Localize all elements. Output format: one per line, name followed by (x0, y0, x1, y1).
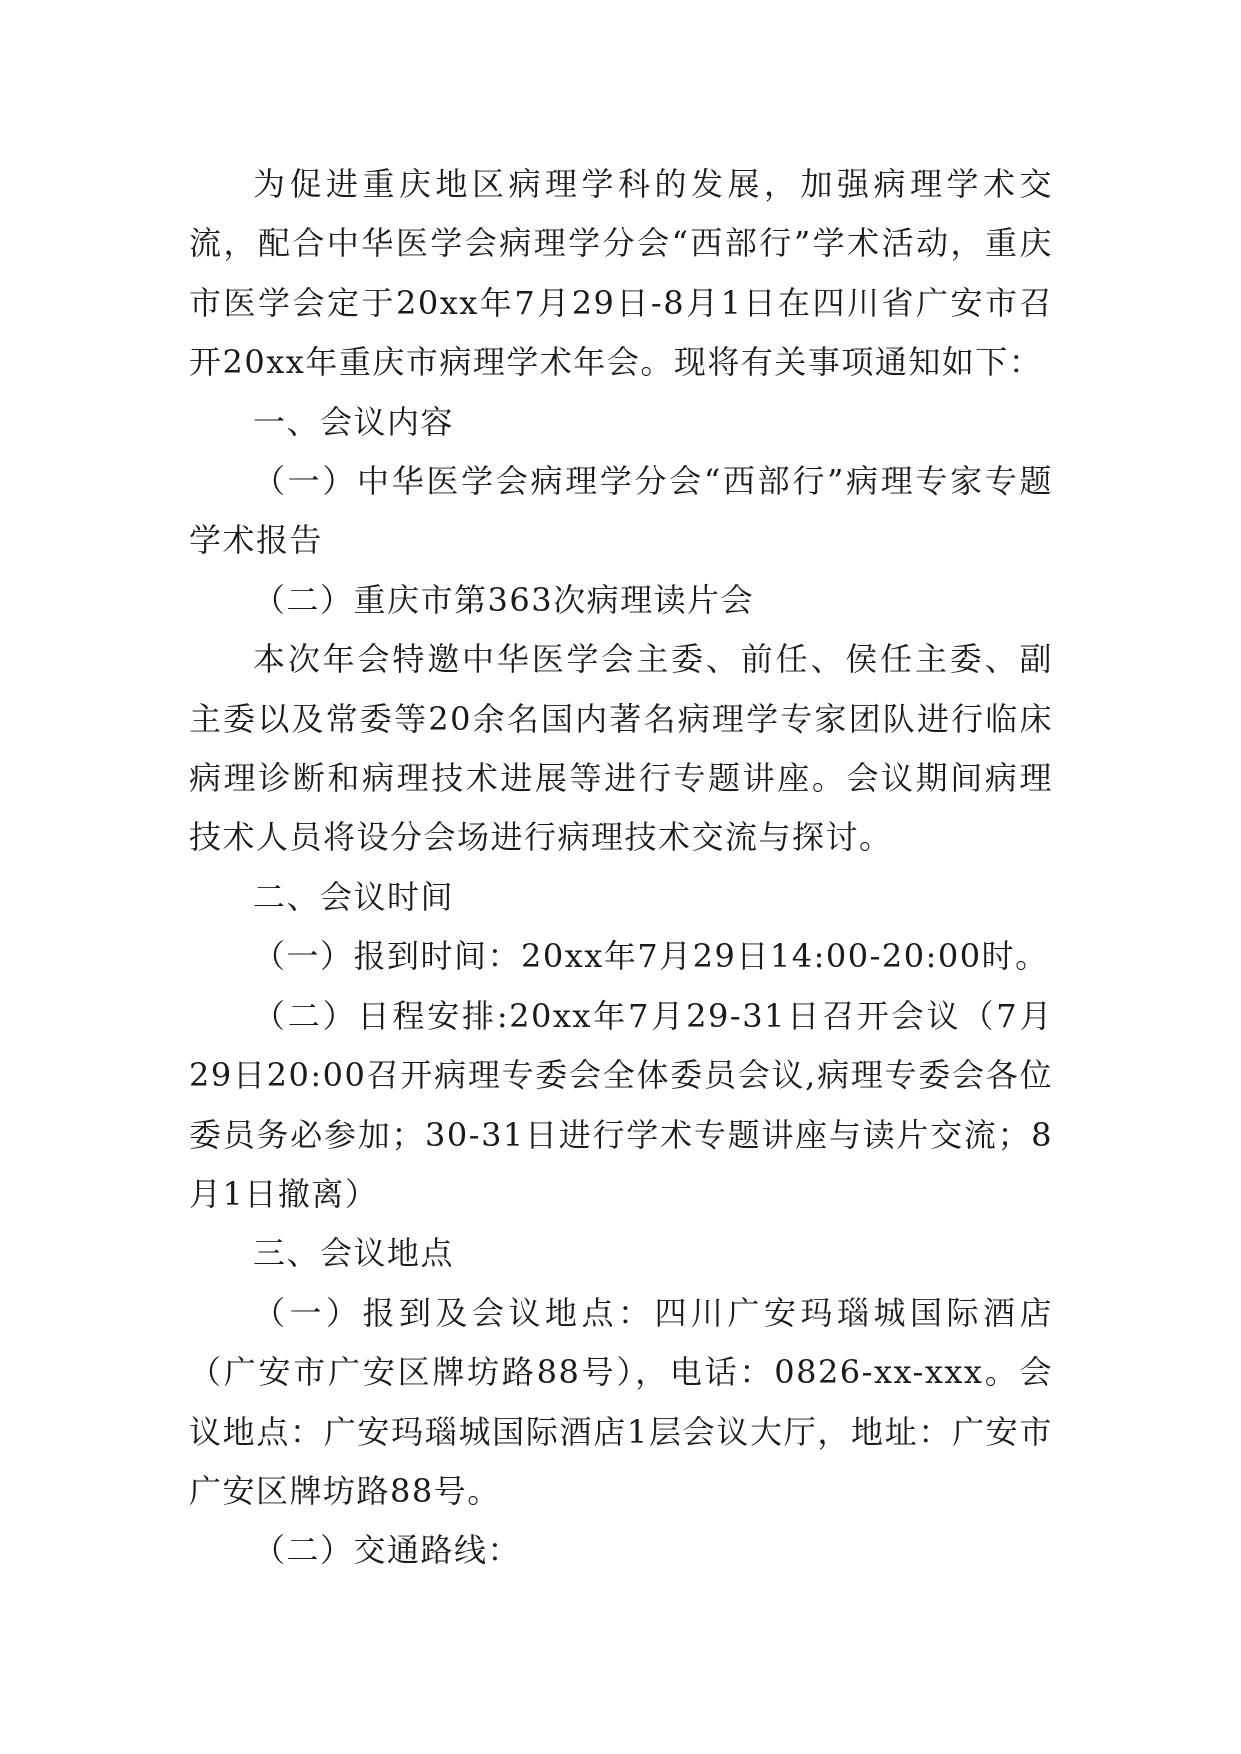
content-item-2: （二）重庆市第363次病理读片会 (253, 580, 755, 619)
content-item-1: （一）中华医学会病理学分会“西部行”病理专家专题学术报告 (189, 462, 1053, 560)
section-heading-meeting-location: 三、会议地点 (253, 1234, 455, 1273)
intro-paragraph: 为促进重庆地区病理学科的发展，加强病理学术交流，配合中华医学会病理学分会“西部行”学术活动，重庆市医学会定于20xx年7月29日-8月1日在四川省广安市召开20xx年重庆市病理学术年会。现将有关事项通知如下： (189, 165, 1053, 382)
location-item-transport: （二）交通路线： (253, 1531, 522, 1570)
content-description-paragraph: 本次年会特邀中华医学会主委、前任、侯任主委、副主委以及常委等20余名国内著名病理学专家团队进行临床病理诊断和病理技术进展等进行专题讲座。会议期间病理技术人员将设分会场进行病理技术交流与探讨。 (189, 640, 1053, 857)
section-heading-meeting-content: 一、会议内容 (253, 402, 455, 441)
section-heading-meeting-time: 二、会议时间 (253, 877, 455, 916)
location-item-venue: （一）报到及会议地点：四川广安玛瑙城国际酒店（广安市广安区牌坊路88号），电话：0826-xx-xxx。会议地点：广安玛瑙城国际酒店1层会议大厅，地址：广安市广安区牌坊路88号。 (189, 1293, 1053, 1510)
document-body (189, 155, 1053, 1581)
time-item-registration: （一）报到时间：20xx年7月29日14:00-20:00时。 (253, 937, 1049, 976)
time-item-schedule: （二）日程安排:20xx年7月29-31日召开会议（7月29日20:00召开病理专委会全体委员会议,病理专委会各位委员务必参加；30-31日进行学术专题讲座与读片交流；8月1日撤离） (189, 996, 1053, 1213)
